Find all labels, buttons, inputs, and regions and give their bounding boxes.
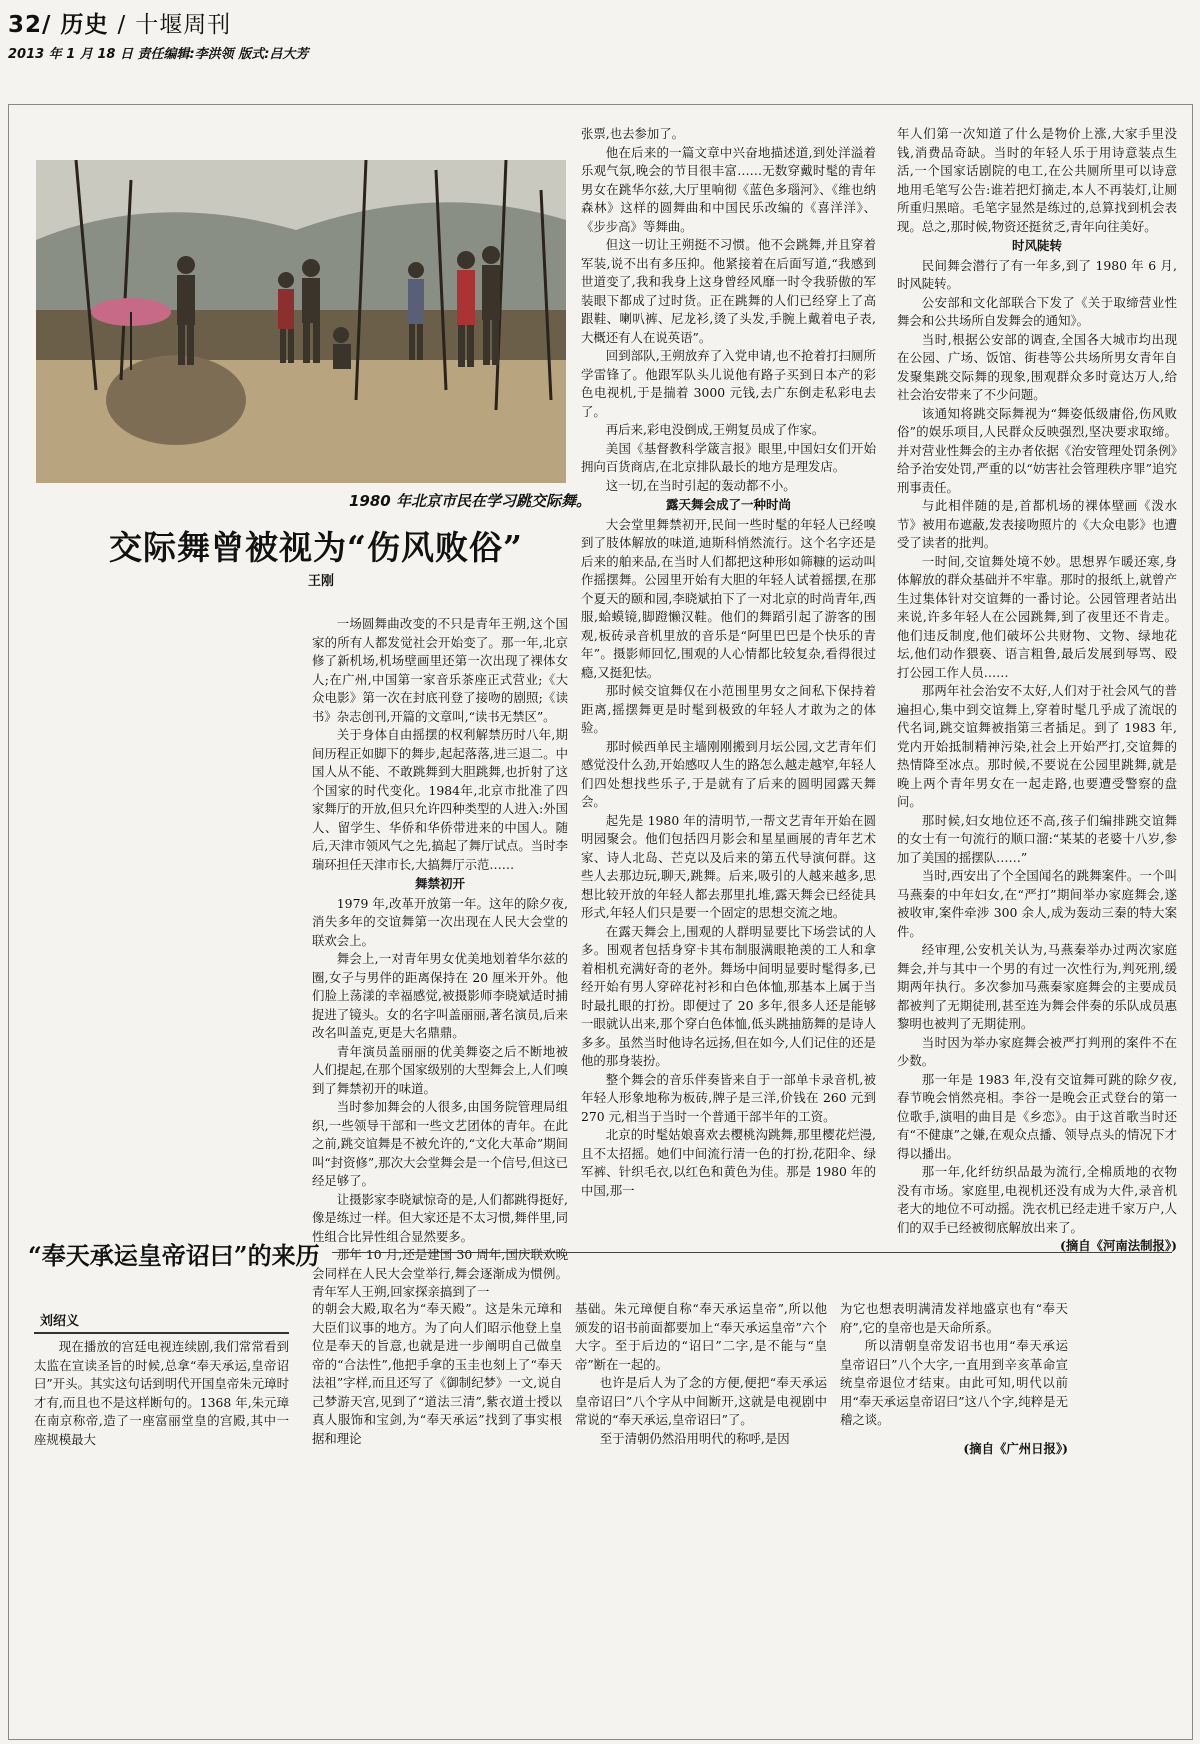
story1-headline: 交际舞曾被视为“伤风败俗” xyxy=(109,528,523,567)
paragraph: 那时候交谊舞仅在小范围里男女之间私下保持着距离,摇摆舞更是时髦到极致的年轻人才敢为之的体验。 xyxy=(581,683,876,735)
paragraph: 美国《基督教科学箴言报》眼里,中国妇女们开始拥向百货商店,在北京排队最长的地方是理发店。 xyxy=(581,440,876,474)
paragraph: 公安部和文化部联合下发了《关于取缔营业性舞会和公共场所自发舞会的通知》。 xyxy=(897,294,1177,328)
date-editor-line: 2013 年 1 月 18 日 责任编辑:李洪领 版式:吕大芳 xyxy=(8,47,309,62)
paragraph: 张票,也去参加了。 xyxy=(581,126,685,141)
paragraph: 当时因为举办家庭舞会被严打判刑的案件不在少数。 xyxy=(897,1034,1177,1068)
subheading: 舞禁初开 xyxy=(414,876,465,891)
paragraph: 那一年是 1983 年,没有交谊舞可跳的除夕夜,春节晚会悄然亮相。李谷一是晚会正式登台的第一位歌手,演唱的曲目是《乡恋》。由于这首歌当时还有“不健康”之嫌,在观众点播、领导点头的情况下才得以播出。 xyxy=(897,1071,1177,1161)
story2-column-4 xyxy=(840,1300,1068,1458)
paragraph: 他在后来的一篇文章中兴奋地描述道,到处洋溢着乐观气氛,晚会的节目很丰富……无数穿戴时髦的青年男女在跳华尔兹,大厅里响彻《蓝色多瑙河》、《维也纳森林》这样的圆舞曲和中国民乐改编的《喜洋洋》、《步步高》等舞曲。 xyxy=(581,144,876,234)
paragraph: 1979 年,改革开放第一年。这年的除夕夜,消失多年的交谊舞第一次出现在人民大会堂的联欢会上。 xyxy=(312,895,568,948)
story1-column-3 xyxy=(897,125,1177,1256)
paragraph: 的朝会大殿,取名为“奉天殿”。这是朱元璋和大臣们议事的地方。为了向人们昭示他登上皇位是奉天的旨意,也就是进一步阐明自己做皇帝的“合法性”,他把手拿的玉圭也刻上了“奉天法祖”字样,而且还写了《御制纪梦》一文,说自己梦游天宫,见到了“道法三清”,紫衣道士授以真人服饰和宝剑,为“奉天承运”找到了事实根据和理论 xyxy=(312,1301,562,1446)
paragraph: 那时候西单民主墙刚刚搬到月坛公园,文艺青年们感觉没什么劲,开始感叹人生的路怎么越走越窄,年轻人们四处想找些乐子,于是就有了后来的圆明园露天舞会。 xyxy=(581,738,876,809)
paragraph: 大会堂里舞禁初开,民间一些时髦的年轻人已经嗅到了肢体解放的味道,迪斯科悄然流行。这个名字还是后来的舶来品,在当时人们都把这种形如筛糠的运动叫作摇摆舞。公园里开始有大胆的年轻人试着摇摆,在那个夏天的颐和园,李晓斌拍下了一对北京的时尚青年,西服,蛤蟆镜,脚蹬懒汉鞋。他们的舞蹈引起了游客的围观,板砖录音机里放的音乐是“阿里巴巴是个快乐的青年”。摄影师回忆,围观的人心情都比较复杂,看得很过瘾,又挺犯怯。 xyxy=(581,516,876,680)
paragraph: 这一切,在当时引起的轰动都不小。 xyxy=(605,477,796,493)
story1-frame xyxy=(8,104,1193,1740)
paragraph: 当时,根据公安部的调查,全国各大城市均出现在公园、广场、饭馆、街巷等公共场所男女青年自发聚集跳交际舞的现象,围观群众多时竟达万人,给社会治安带来了不少问题。 xyxy=(897,331,1177,402)
paragraph: 一时间,交谊舞处境不妙。思想界乍暖还寒,身体解放的群众基础并不牢靠。那时的报纸上,就曾产生过集体针对交谊舞的一番讨论。公园管理者站出来说,许多年轻人在公园跳舞,到了夜里还不肯走。他们违反制度,他们破坏公共财物、文物、绿地花坛,他们动作猥亵、语言粗鲁,最后发展到辱骂、殴打公园工作人员…… xyxy=(897,553,1177,680)
paragraph: 那时候,妇女地位还不高,孩子们编排跳交谊舞的女士有一句流行的顺口溜:“某某的老婆十八岁,参加了美国的摇摆队……” xyxy=(897,812,1177,865)
story1-column-1 xyxy=(312,615,568,1302)
page-number: 32/ xyxy=(8,12,52,38)
photo-caption: 1980 年北京市民在学习跳交际舞。 xyxy=(349,492,591,510)
dance-photo xyxy=(36,160,566,483)
story1-source: (摘自《河南法制报》) xyxy=(1059,1238,1177,1253)
paragraph: 经审理,公安机关认为,马燕秦举办过两次家庭舞会,并与其中一个男的有过一次性行为,判死刑,缓期两年执行。多次参加马燕秦家庭舞会的主要成员都被判了无期徒刑,甚至连为舞会伴奏的乐队成员惠黎明也被判了无期徒刑。 xyxy=(897,942,1177,1031)
paragraph: 再后来,彩电没倒成,王朔复员成了作家。 xyxy=(605,422,825,437)
paragraph: 青年演员盖丽丽的优美舞姿之后不断地被人们提起,在那个国家级别的大型舞会上,人们嗅到了舞禁初开的味道。 xyxy=(312,1043,568,1096)
story2-column-3 xyxy=(575,1300,827,1448)
paragraph: 那一年,化纤纺织品最为流行,全棉质地的衣物没有市场。家庭里,电视机还没有成为大件,录音机老大的地位不可动摇。洗衣机已经走进千家万户,人们的双手已经被彻底解放出来了。 xyxy=(897,1164,1177,1235)
story1-byline: 王刚 xyxy=(308,574,335,589)
story2-author: 刘绍义 xyxy=(40,1314,80,1329)
dance-photo-illustration xyxy=(36,160,566,483)
masthead-separator: / xyxy=(117,12,127,38)
headline-rule xyxy=(332,1252,1172,1253)
paragraph: 该通知将跳交际舞视为“舞姿低级庸俗,伤风败俗”的娱乐项目,人民群众反映强烈,坚决要求取缔。并对营业性舞会的主办者依据《治安管理处罚条例》给予治安处罚,严重的以“妨害社会管理秩序罪”追究刑事责任。 xyxy=(897,405,1177,495)
paragraph: 回到部队,王朔放弃了入党申请,也不抢着打扫厕所学雷锋了。他跟军队头儿说他有路子买到日本产的彩色电视机,于是揣着 3000 元钱,去广东倒走私彩电去了。 xyxy=(581,348,876,419)
paragraph: 至于清朝仍然沿用明代的称呼,是因 xyxy=(599,1430,790,1446)
story2-column-1 xyxy=(34,1338,289,1449)
subheading: 时风陡转 xyxy=(1011,238,1062,253)
subheading: 露天舞会成了一种时尚 xyxy=(665,497,791,512)
paragraph: 现在播放的宫廷电视连续剧,我们常常看到太监在宣读圣旨的时候,总拿“奉天承运,皇帝诏曰”开头。其实这句话到明代开国皇帝朱元璋时才有,而且也不是这样断句的。1368 年,朱元璋在南京称帝,造了一座富丽堂皇的宫殿,其中一座规模最大 xyxy=(34,1339,289,1447)
story2-headline: “奉天承运皇帝诏曰”的来历 xyxy=(28,1241,320,1270)
paragraph: 让摄影家李晓斌惊奇的是,人们都跳得挺好,像是练过一样。但大家还是不太习惯,舞伴里,同性组合比异性组合显然要多。 xyxy=(312,1191,568,1244)
paragraph: 当时参加舞会的人很多,由国务院管理局组织,一些领导干部和一些文艺团体的青年。在此之前,跳交谊舞是不被允许的,“文化大革命”期间叫“封资修”,那次大会堂舞会是一个信号,但这已经足够了。 xyxy=(312,1099,568,1188)
paragraph: 所以清朝皇帝发诏书也用“奉天承运皇帝诏曰”八个大字,一直用到辛亥革命宣统皇帝退位才结束。由此可知,明代以前用“奉天承运皇帝诏曰”这八个字,纯粹是无稽之谈。 xyxy=(840,1338,1068,1427)
paragraph: 在露天舞会上,围观的人群明显要比下场尝试的人多。围观者包括身穿卡其布制服满眼艳羡的工人和拿着相机充满好奇的老外。舞场中间明显要时髦得多,已经开始有男人穿碎花衬衫和白色体恤,那基本上属于当时最扎眼的打扮。即便过了 20 多年,很多人还是能够一眼就认出来,那个穿白色体恤,低头跳抽筋舞的是诗人多多。虽然当时他诗名远扬,但在如今,人们记住的还是他的那身装扮。 xyxy=(581,923,876,1068)
story2-column-2 xyxy=(312,1300,562,1448)
paragraph: 起先是 1980 年的清明节,一帮文艺青年开始在圆明园聚会。他们包括四月影会和星星画展的青年艺术家、诗人北岛、芒克以及后来的第五代导演何群。这些人去那边玩,聊天,跳舞。后来,吸引的人越来越多,思想比较开放的年轻人都去那里扎堆,露天舞会已经徒具形式,年轻人们只是要一个固定的思想交流之地。 xyxy=(581,812,876,920)
story1-column-2 xyxy=(581,125,876,1200)
paragraph: 也许是后人为了念的方便,便把“奉天承运皇帝诏曰”八个字从中间断开,这就是电视剧中常说的“奉天承运,皇帝诏曰”了。 xyxy=(575,1375,827,1427)
paragraph: 北京的时髦姑娘喜欢去樱桃沟跳舞,那里樱花烂漫,且不太招摇。她们中间流行清一色的打扮,花阳伞、绿军裤、针织毛衣,以红色和黄色为佳。那是 1980 年的中国,那一 xyxy=(581,1127,876,1198)
paragraph: 但这一切让王朔挺不习惯。他不会跳舞,并且穿着军装,说不出有多压抑。他紧接着在后面写道,“我感到世道变了,我和我身上这身曾经风靡一时令我骄傲的军装眼下都成了过时货。正在跳舞的人们已经穿上了高跟鞋、喇叭裤、尼龙衫,烫了头发,手腕上戴着电子表,大概还有人在说英语”。 xyxy=(581,237,876,345)
paragraph: 舞会上,一对青年男女优美地划着华尔兹的圈,女子与男伴的距离保持在 20 厘米开外。他们脸上荡漾的幸福感觉,被摄影师李晓斌适时捕捉进了镜头。女的名字叫盖丽丽,著名演员,后来改名叫盖克,更是大名鼎鼎。 xyxy=(312,951,568,1040)
paragraph: 年人们第一次知道了什么是物价上涨,大家手里没钱,消费品奇缺。当时的年轻人乐于用诗意装点生活,一个国家话剧院的电工,在公共厕所里可以诗意地用毛笔写公告:谁若把灯摘走,本人不再装灯,让厕所重归黑暗。毛笔字显然是练过的,总算找到机会表现。总之,那时候,物资还挺贫乏,青年向往美好。 xyxy=(897,126,1177,234)
paragraph: 整个舞会的音乐伴奏皆来自于一部单卡录音机,被年轻人形象地称为板砖,牌子是三洋,价钱在 260 元到 270 元,相当于当时一个普通干部半年的工资。 xyxy=(581,1071,876,1124)
paragraph: 为它也想表明满清发祥地盛京也有“奉天府”,它的皇帝也是天命所系。 xyxy=(840,1301,1068,1335)
masthead xyxy=(8,6,308,62)
story2-source: (摘自《广州日报》) xyxy=(963,1440,1068,1456)
section-name: 历史 xyxy=(60,12,109,38)
paragraph: 关于身体自由摇摆的权利解禁历时八年,期间历程正如脚下的舞步,起起落落,进三退二。中国人从不能、不敢跳舞到大胆跳舞,也折射了这个国家的时代变化。1984年,北京市批准了四家舞厅的开放,但只允许四种类型的人进入:外国人、留学生、华侨和华侨带进来的中国人。随后,天津市领风气之先,搞起了舞厅试点。当时李瑞环担任天津市长,大搞舞厅示范…… xyxy=(312,727,568,872)
paragraph: 那两年社会治安不太好,人们对于社会风气的普遍担心,集中到交谊舞上,穿着时髦几乎成了流氓的代名词,跳交谊舞被指第三者插足。到了 1983 年,党内开始抵制精神污染,社会上开始严打,交谊舞的热情降至冰点。那时候,不要说在公园里跳舞,就是晚上两个青年男女在一起走路,也要遭受警察的盘问。 xyxy=(897,683,1177,809)
paragraph: 与此相伴随的是,首都机场的裸体壁画《泼水节》被用布遮蔽,发表接吻照片的《大众电影》也遭受了读者的批判。 xyxy=(897,498,1177,550)
publication-name: 十堰周刊 xyxy=(135,12,232,38)
paragraph: 那年 10 月,还是建国 30 周年,国庆联欢晚会同样在人民大会堂举行,舞会逐渐成为惯例。青年军人王朔,回家探亲搞到了一 xyxy=(312,1247,568,1299)
masthead-title xyxy=(8,6,308,39)
paragraph: 当时,西安出了个全国闻名的跳舞案件。一个叫马燕秦的中年妇女,在“严打”期间举办家庭舞会,遂被收审,案件牵涉 300 余人,成为轰动三秦的特大案件。 xyxy=(897,868,1177,939)
paragraph: 民间舞会潜行了有一年多,到了 1980 年 6 月,时风陡转。 xyxy=(897,257,1177,291)
paragraph: 基础。朱元璋便自称“奉天承运皇帝”,所以他颁发的诏书前面都要加上“奉天承运皇帝”六个大字。至于后边的“诏曰”二字,是不能与“皇帝”断在一起的。 xyxy=(575,1301,827,1372)
paragraph: 一场圆舞曲改变的不只是青年王朔,这个国家的所有人都发觉社会开始变了。那一年,北京修了新机场,机场壁画里还第一次出现了裸体女人;在广州,中国第一家音乐茶座正式营业;《大众电影》第一次在封底刊登了接吻的剧照;《读书》杂志创刊,开篇的文章叫,“读书无禁区”。 xyxy=(312,616,568,724)
author-rule xyxy=(34,1332,289,1334)
